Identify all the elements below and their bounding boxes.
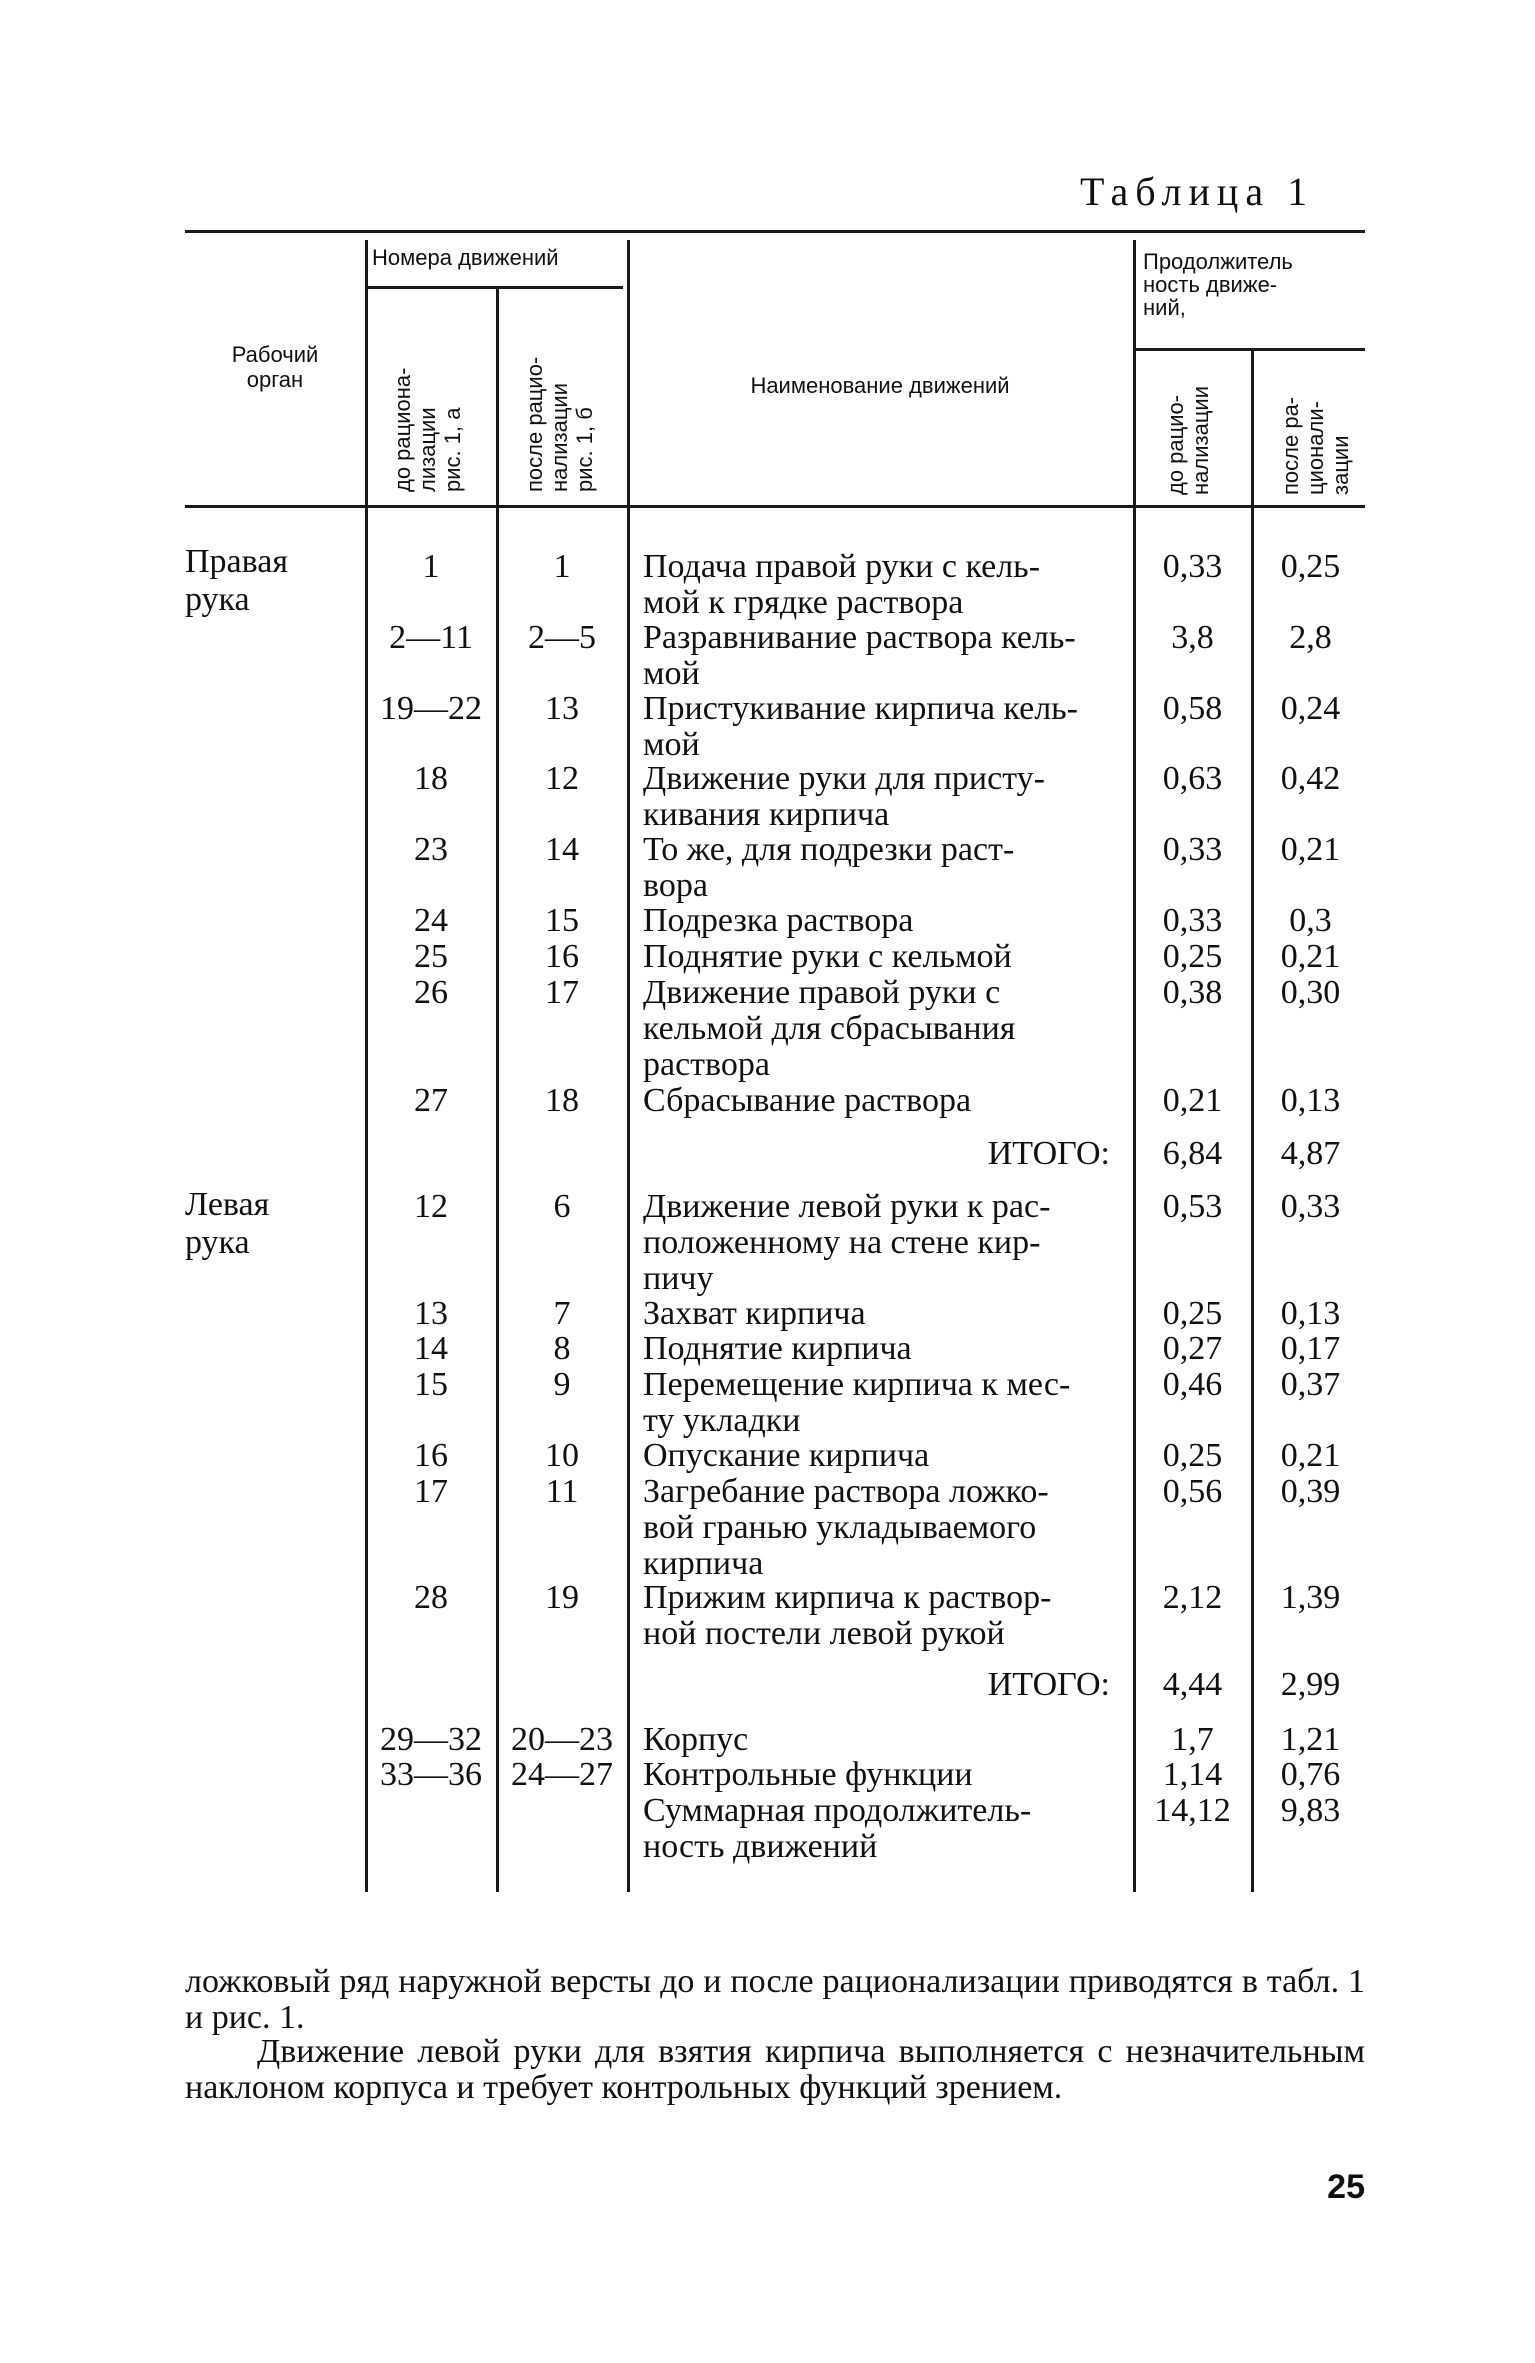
duration-after: 0,24 [1280,690,1341,727]
move-number-after: 8 [553,1330,571,1367]
move-number-after: 19 [545,1579,579,1616]
move-number-after: 17 [545,974,579,1011]
duration-after: 2,8 [1289,619,1332,656]
move-number-before: 33—36 [380,1756,482,1793]
move-number-before: 14 [414,1330,448,1367]
move-number-after: 16 [545,938,579,975]
move-number-after: 13 [545,690,579,727]
organ-left-hand: Левая рука [185,1186,270,1261]
header-num-before: до рациона- лизации рис. 1, а [390,367,465,492]
move-number-after: 15 [545,902,579,939]
move-number-before: 18 [414,760,448,797]
numbers-group-rule [365,286,623,289]
duration-before: 14,12 [1154,1792,1231,1829]
move-number-before: 1 [422,548,440,585]
duration-after: 0,17 [1280,1330,1341,1367]
duration-after: 0,37 [1280,1366,1341,1403]
duration-before: 0,46 [1162,1366,1223,1403]
movement-name: Сбрасывание раствора [643,1082,972,1119]
move-number-before: 2—11 [389,619,473,656]
duration-after: 0,39 [1280,1473,1341,1510]
duration-after: 0,13 [1280,1295,1341,1332]
move-number-before: 13 [414,1295,448,1332]
table-caption: Таблица 1 [1080,169,1315,214]
header-numbers-group: Номера движений [372,245,559,270]
total-dur-before-left: 4,44 [1162,1666,1223,1703]
duration-after: 0,13 [1280,1082,1341,1119]
move-number-after: 1 [553,548,571,585]
header-bottom-rule [185,505,1365,508]
movement-name: Опускание кирпича [643,1437,930,1474]
move-number-after: 24—27 [511,1756,613,1793]
total-dur-after-right: 4,87 [1280,1135,1341,1172]
move-number-after: 7 [553,1295,571,1332]
movement-name: Поднятие кирпича [643,1330,912,1367]
duration-before: 0,58 [1162,690,1223,727]
header-dur-before: до рацио- нализации [1163,385,1213,495]
duration-before: 0,25 [1162,1295,1223,1332]
duration-before: 0,56 [1162,1473,1223,1510]
move-number-after: 20—23 [511,1721,613,1758]
duration-after: 0,25 [1280,548,1341,585]
duration-before: 0,27 [1162,1330,1223,1367]
move-number-after: 9 [553,1366,571,1403]
move-number-before: 23 [414,831,448,868]
duration-before: 0,38 [1162,974,1223,1011]
movement-name: Пристукивание кирпича кель- мой [643,690,1078,763]
col-rule-5 [1251,350,1254,1892]
movement-name: То же, для подрезки раст- вора [643,831,1015,904]
movement-name: Суммарная продолжитель- ность движений [643,1792,1032,1865]
table-top-rule [185,230,1365,233]
movement-name: Движение левой руки к рас- положенному на стене кир- пичу [643,1188,1051,1297]
move-number-after: 2—5 [528,619,596,656]
body-paragraph-1: ложковый ряд наружной версты до и после рационализации приводятся в табл. 1 и рис. 1. [185,1963,1365,2036]
page-number: 25 [1327,2168,1365,2206]
movement-name: Захват кирпича [643,1295,866,1332]
move-number-before: 19—22 [380,690,482,727]
duration-after: 1,21 [1280,1721,1341,1758]
move-number-after: 12 [545,760,579,797]
move-number-before: 26 [414,974,448,1011]
header-dur-after: после ра- ционали- зации [1278,396,1353,495]
duration-after: 0,21 [1280,938,1341,975]
duration-before: 1,14 [1162,1756,1223,1793]
movement-name: Подача правой руки с кель- мой к грядке раствора [643,548,1041,621]
duration-after: 0,3 [1289,902,1332,939]
duration-before: 0,21 [1162,1082,1223,1119]
movement-name: Корпус [643,1721,749,1758]
duration-before: 1,7 [1171,1721,1214,1758]
move-number-before: 25 [414,938,448,975]
duration-before: 0,63 [1162,760,1223,797]
duration-before: 0,25 [1162,938,1223,975]
header-name: Наименование движений [750,373,1010,398]
duration-before: 0,33 [1162,831,1223,868]
duration-before: 0,53 [1162,1188,1223,1225]
movement-name: Движение руки для присту- кивания кирпича [643,760,1045,833]
duration-after: 0,33 [1280,1188,1341,1225]
duration-after: 0,76 [1280,1756,1341,1793]
movement-name: Загребание раствора ложко- вой гранью укладываемого кирпича [643,1473,1049,1582]
duration-after: 0,42 [1280,760,1341,797]
movement-name: Разравнивание раствора кель- мой [643,619,1076,692]
duration-group-rule [1133,348,1365,351]
total-dur-before-right: 6,84 [1162,1135,1223,1172]
duration-after: 9,83 [1280,1792,1341,1829]
move-number-before: 28 [414,1579,448,1616]
body-paragraph-2: Движение левой руки для взятия кирпича выполняется с незначительным наклоном корпуса и требует контрольных функций зрением. [185,2033,1365,2106]
total-label-right: ИТОГО: [987,1135,1110,1172]
duration-after: 0,21 [1280,831,1341,868]
duration-before: 0,33 [1162,548,1223,585]
movement-name: Подрезка раствора [643,902,914,939]
col-rule-2 [496,288,499,1892]
move-number-before: 12 [414,1188,448,1225]
movement-name: Контрольные функции [643,1756,973,1793]
move-number-before: 15 [414,1366,448,1403]
total-label-left: ИТОГО: [987,1666,1110,1703]
duration-before: 0,33 [1162,902,1223,939]
move-number-after: 18 [545,1082,579,1119]
duration-after: 0,30 [1280,974,1341,1011]
movement-name: Поднятие руки с кельмой [643,938,1012,975]
header-organ: Рабочий орган [231,342,319,392]
col-rule-1 [365,240,368,1892]
movement-name: Движение правой руки с кельмой для сбрасывания раствора [643,974,1016,1083]
move-number-after: 6 [553,1188,571,1225]
duration-before: 3,8 [1171,619,1214,656]
move-number-after: 14 [545,831,579,868]
duration-after: 0,21 [1280,1437,1341,1474]
move-number-before: 27 [414,1082,448,1119]
move-number-after: 10 [545,1437,579,1474]
total-dur-after-left: 2,99 [1280,1666,1341,1703]
organ-right-hand: Правая рука [185,543,288,618]
move-number-before: 29—32 [380,1721,482,1758]
move-number-before: 17 [414,1473,448,1510]
header-num-after: после рацио- нализации рис. 1, б [522,356,597,492]
duration-before: 0,25 [1162,1437,1223,1474]
col-rule-3 [627,240,630,1892]
move-number-before: 24 [414,902,448,939]
move-number-before: 16 [414,1437,448,1474]
movement-name: Прижим кирпича к раствор- ной постели левой рукой [643,1579,1052,1652]
duration-after: 1,39 [1280,1579,1341,1616]
movement-name: Перемещение кирпича к мес- ту укладки [643,1366,1071,1439]
move-number-after: 11 [545,1473,579,1510]
header-duration-group: Продолжитель ность движе- ний, [1143,249,1293,320]
duration-before: 2,12 [1162,1579,1223,1616]
col-rule-4 [1133,240,1136,1892]
